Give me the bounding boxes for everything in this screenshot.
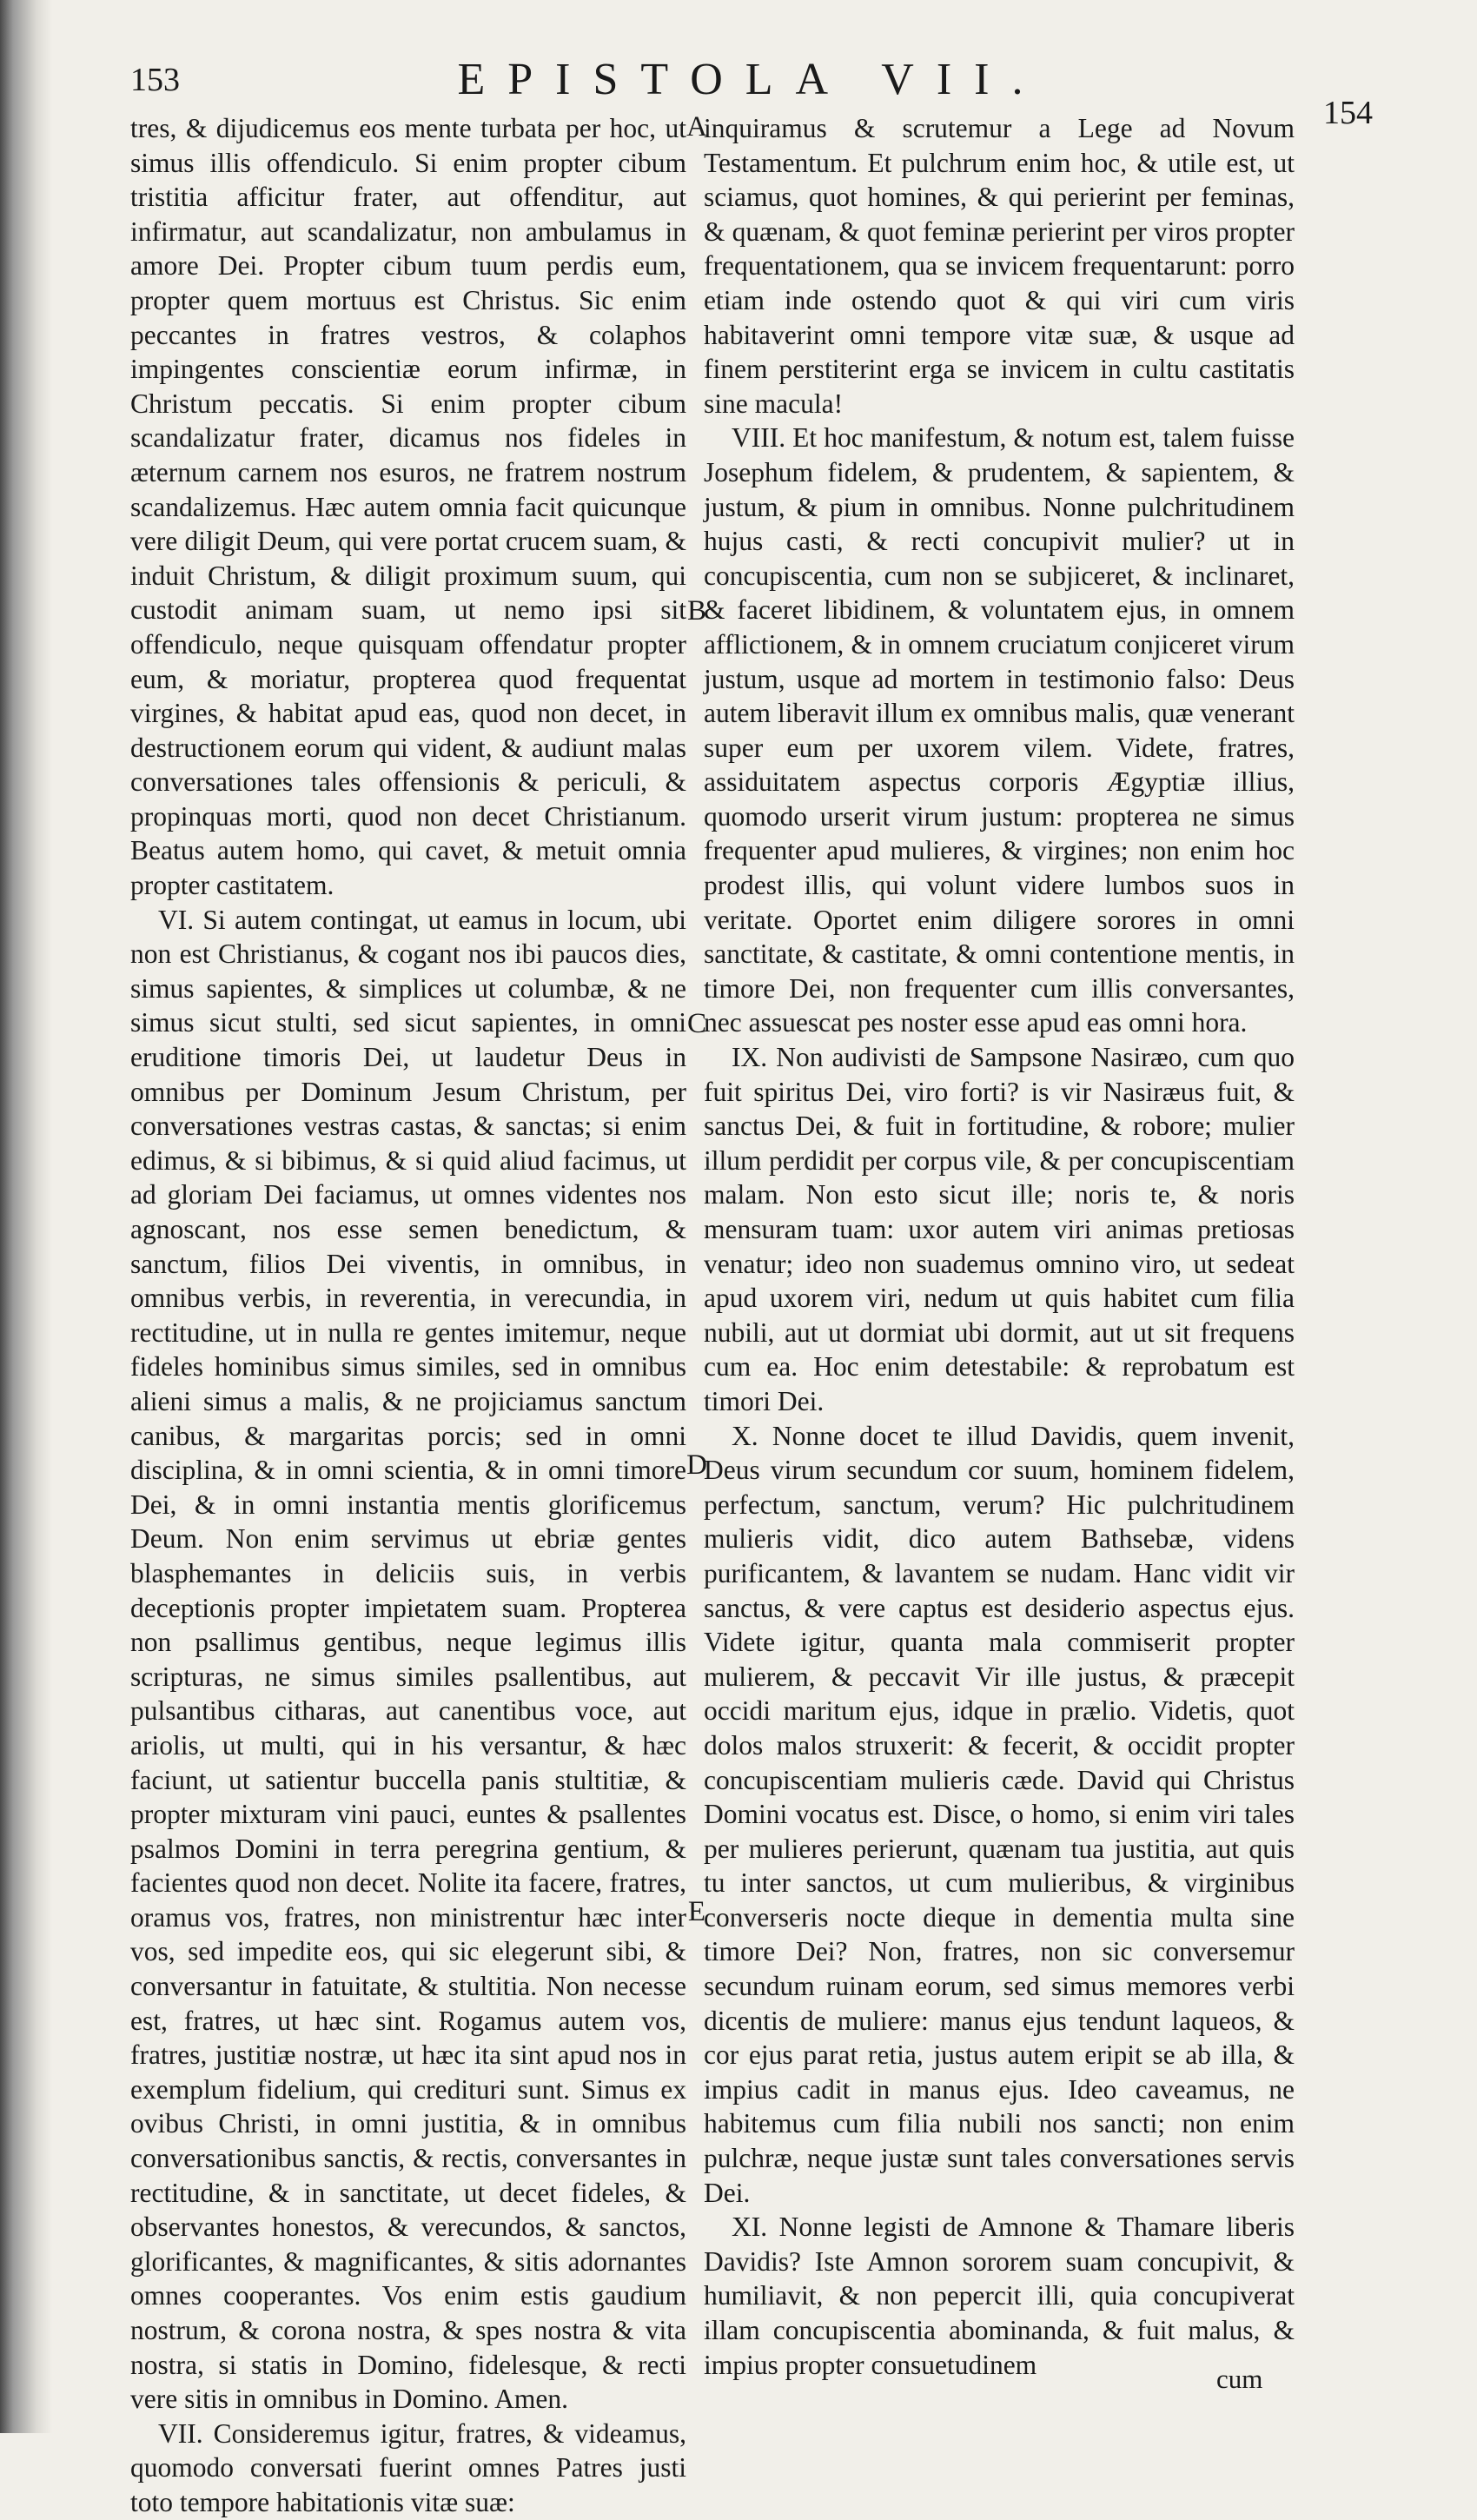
catchword: cum — [1216, 2364, 1263, 2394]
paragraph-section-xi: XI. Nonne legisti de Amnone & Thamare liberis Davidis? Iste Amnon sororem suam concupivit, & humiliavit, & non pepercit illi, quia concupiverat illam concupiscentia abominanda, & fuit malus, & impius propter consuetudinem — [704, 2212, 1295, 2380]
margin-letter-d: D — [686, 1449, 707, 1481]
page-number-right: 154 — [1323, 95, 1373, 131]
paragraph-section-ix: IX. Non audivisti de Sampsone Nasiræo, cum quo fuit spiritus Dei, viro forti? is vir Nasiræus fuit, & sanctus Dei, & fuit in fortitudine, & robore; mulier illum perdidit per corpus vile, & per concupiscentiam malam. Non esto sicut ille; noris te, & noris mensuram tuam: uxor autem viri animas pretiosas venatur; ideo non suademus omnino viro, ut sedeat apud uxorem viri, nedum ut quis habitet cum filia nubili, aut ut dormiat ubi dormit, aut ut sit frequens cum ea. Hoc enim detestabile: & reprobatum est timori Dei. — [704, 1042, 1295, 1416]
page-number-left: 153 — [130, 62, 180, 98]
running-head: EPISTOLA VII. — [457, 55, 1046, 104]
page-header — [130, 54, 1373, 131]
left-column — [130, 111, 686, 2520]
paragraph-continued: tres, & dijudicemus eos mente turbata per hoc, ut simus illis offendiculo. Si enim propter cibum tristitia afficitur frater, aut offenditur, aut infirmatur, aut scandalizatur, non ambulamus in amore Dei. Propter cibum tuum perdis eum, propter quem mortuus est Christus. Sic enim peccantes in fratres vestros, & colaphos impingentes conscientiæ eorum infirmæ, in Christum peccatis. Si enim propter cibum scandalizatur frater, dicamus nos fideles in æternum carnem nos esuros, ne fratrem nostrum scandalizemus. Hæc autem omnia facit quicunque vere diligit Deum, qui vere portat crucem suam, & induit Christum, & diligit proximum suum, qui custodit animam suam, ut nemo ipsi sit offendiculo, neque quisquam offendatur propter eum, & moriatur, propterea quod frequentat virgines, & habitat apud eas, quod non decet, in destructionem eorum qui vident, & audiunt malas conversationes tales offensionis & periculi, & propinquas morti, quod non decet Christianum. Beatus autem homo, qui cavet, & metuit omnia propter castitatem. — [130, 113, 686, 901]
margin-letter-a: A — [686, 111, 707, 143]
paragraph-continued: inquiramus & scrutemur a Lege ad Novum Testamentum. Et pulchrum enim hoc, & utile est, ut sciamus, quot homines, & qui perierint per feminas, & quænam, & quot feminæ perierint per viros propter frequentationem, qua se invicem frequentarunt: porro etiam inde ostendo quot & qui viri cum viris habitaverint omni tempore vitæ suæ, & usque ad finem perstiterint erga se invicem in cultu castitatis sine macula! — [704, 113, 1295, 419]
margin-letter-c: C — [686, 1008, 706, 1039]
paragraph-section-x: X. Nonne docet te illud Davidis, quem invenit, Deus virum secundum cor suum, hominem fidelem, perfectum, sanctum, verum? Hic pulchritudinem mulieris vidit, dico autem Bathsebæ, videns purificantem, & lavantem se nudam. Hanc vidit vir sanctus, & vere captus est desiderio aspectus ejus. Videte igitur, quanta mala commiserit propter mulierem, & peccavit Vir ille justus, & præcepit occidi maritum ejus, idque in prælio. Videtis, quot dolos malos struxerit: & fecerit, & occidit propter concupiscentiam mulieris cæde. David qui Christus Domini vocatus est. Disce, o homo, si enim viri tales per mulieres perierunt, quænam tua justitia, aut quis tu inter sanctos, ut cum mulieribus, & virginibus converseris nocte dieque in dementia multa sine timore Dei? Non, fratres, non sic conversemur secundum ruinam eorum, sed simus memores verbi dicentis de muliere: manus ejus tendunt laqueos, & cor ejus parat retia, justus autem eripit se ab illa, & impius cadit in manus ejus. Ideo caveamus, ne habitemus cum filia nubili nos sancti; non enim pulchræ, neque justæ sunt tales conversationes servis Dei. — [704, 1420, 1295, 2208]
binding-shadow — [0, 0, 52, 2433]
paragraph-section-vi: VI. Si autem contingat, ut eamus in locum, ubi non est Christianus, & cogant nos ibi paucos dies, simus sapientes, & simplices ut columbæ, & ne simus sicut stulti, sed sicut sapientes, in omni eruditione timoris Dei, ut laudetur Deus in omnibus per Dominum Jesum Christum, per conversationes vestras castas, & sanctas; si enim edimus, & si bibimus, & si quid aliud facimus, ut ad gloriam Dei faciamus, ut omnes videntes nos agnoscant, nos esse semen benedictum, & sanctum, filios Dei viventis, in omnibus, in omnibus verbis, in reverentia, in verecundia, in rectitudine, ut in nulla re gentes imitemur, neque fideles hominibus simus similes, sed in omnibus alieni simus a malis, & ne projiciamus sanctum canibus, & margaritas porcis; sed in omni disciplina, & in omni scientia, & in omni timore Dei, & in omni instantia mentis glorificemus Deum. Non enim servimus ut ebriæ gentes blasphemantes in deliciis suis, in verbis deceptionis propter impietatem suam. Propterea non psallimus gentibus, neque legimus illis scripturas, ne simus similes psallentibus, aut pulsantibus citharas, aut canentibus voce, aut ariolis, ut multi, qui in his versantur, & hæc faciunt, ut satientur buccella panis stultitiæ, & propter mixturam vini pauci, euntes & psallentes psalmos Domini in terra peregrina gentium, & facientes quod non decet. Nolite ita facere, fratres, oramus vos, fratres, non ministrentur hæc inter vos, sed impedite eos, qui sic elegerunt sibi, & conversantur in fatuitate, & stultitia. Non necesse est, fratres, ut hæc sint. Rogamus autem vos, fratres, justitiæ nostræ, ut hæc ita sint apud nos in exemplum fidelium, qui credituri sunt. Simus ex ovibus Christi, in omni justitia, & in omnibus conversationibus sanctis, & rectis, conversantes in rectitudine, & in sanctitate, ut decet fideles, & observantes honestos, & verecundos, & sanctos, glorificantes, & magnificantes, & sitis adornantes omnes cooperantes. Vos enim estis gaudium nostrum, & corona nostra, & spes nostra & vita nostra, si statis in Domino, fidelesque, & recti vere sitis in omnibus in Domino. Amen. — [130, 904, 686, 2415]
margin-letter-b: B — [686, 595, 706, 627]
paragraph-section-vii: VII. Consideremus igitur, fratres, & videamus, quomodo conversati fuerint omnes Patres justi toto tempore habitationis vitæ suæ: — [130, 2417, 686, 2517]
margin-letter-e: E — [687, 1896, 706, 1927]
paragraph-section-viii: VIII. Et hoc manifestum, & notum est, talem fuisse Josephum fidelem, & prudentem, & sapientem, & justum, & pium in omnibus. Nonne pulchritudinem hujus casti, & recti concupivit mulier? ut in concupiscentia, cum non se subjiceret, & inclinaret, & faceret libidinem, & voluntatem ejus, in omnem afflictionem, & in omnem cruciatum conjiceret virum justum, usque ad mortem in testimonio falso: Deus autem liberavit illum ex omnibus malis, quæ venerant super eum per uxorem vilem. Videte, fratres, assiduitatem aspectus corporis Ægyptiæ illius, quomodo urserit virum justum: propterea ne simus frequenter apud mulieres, & virgines; non enim hoc prodest illis, qui volunt videre lumbos suos in veritate. Oportet enim diligere sorores in omni sanctitate, & castitate, & omni contentione mentis, in timore Dei, non frequenter cum illis conversantes, nec assuescat pes noster esse apud eas omni hora. — [704, 422, 1295, 1038]
right-column — [704, 111, 1295, 2382]
